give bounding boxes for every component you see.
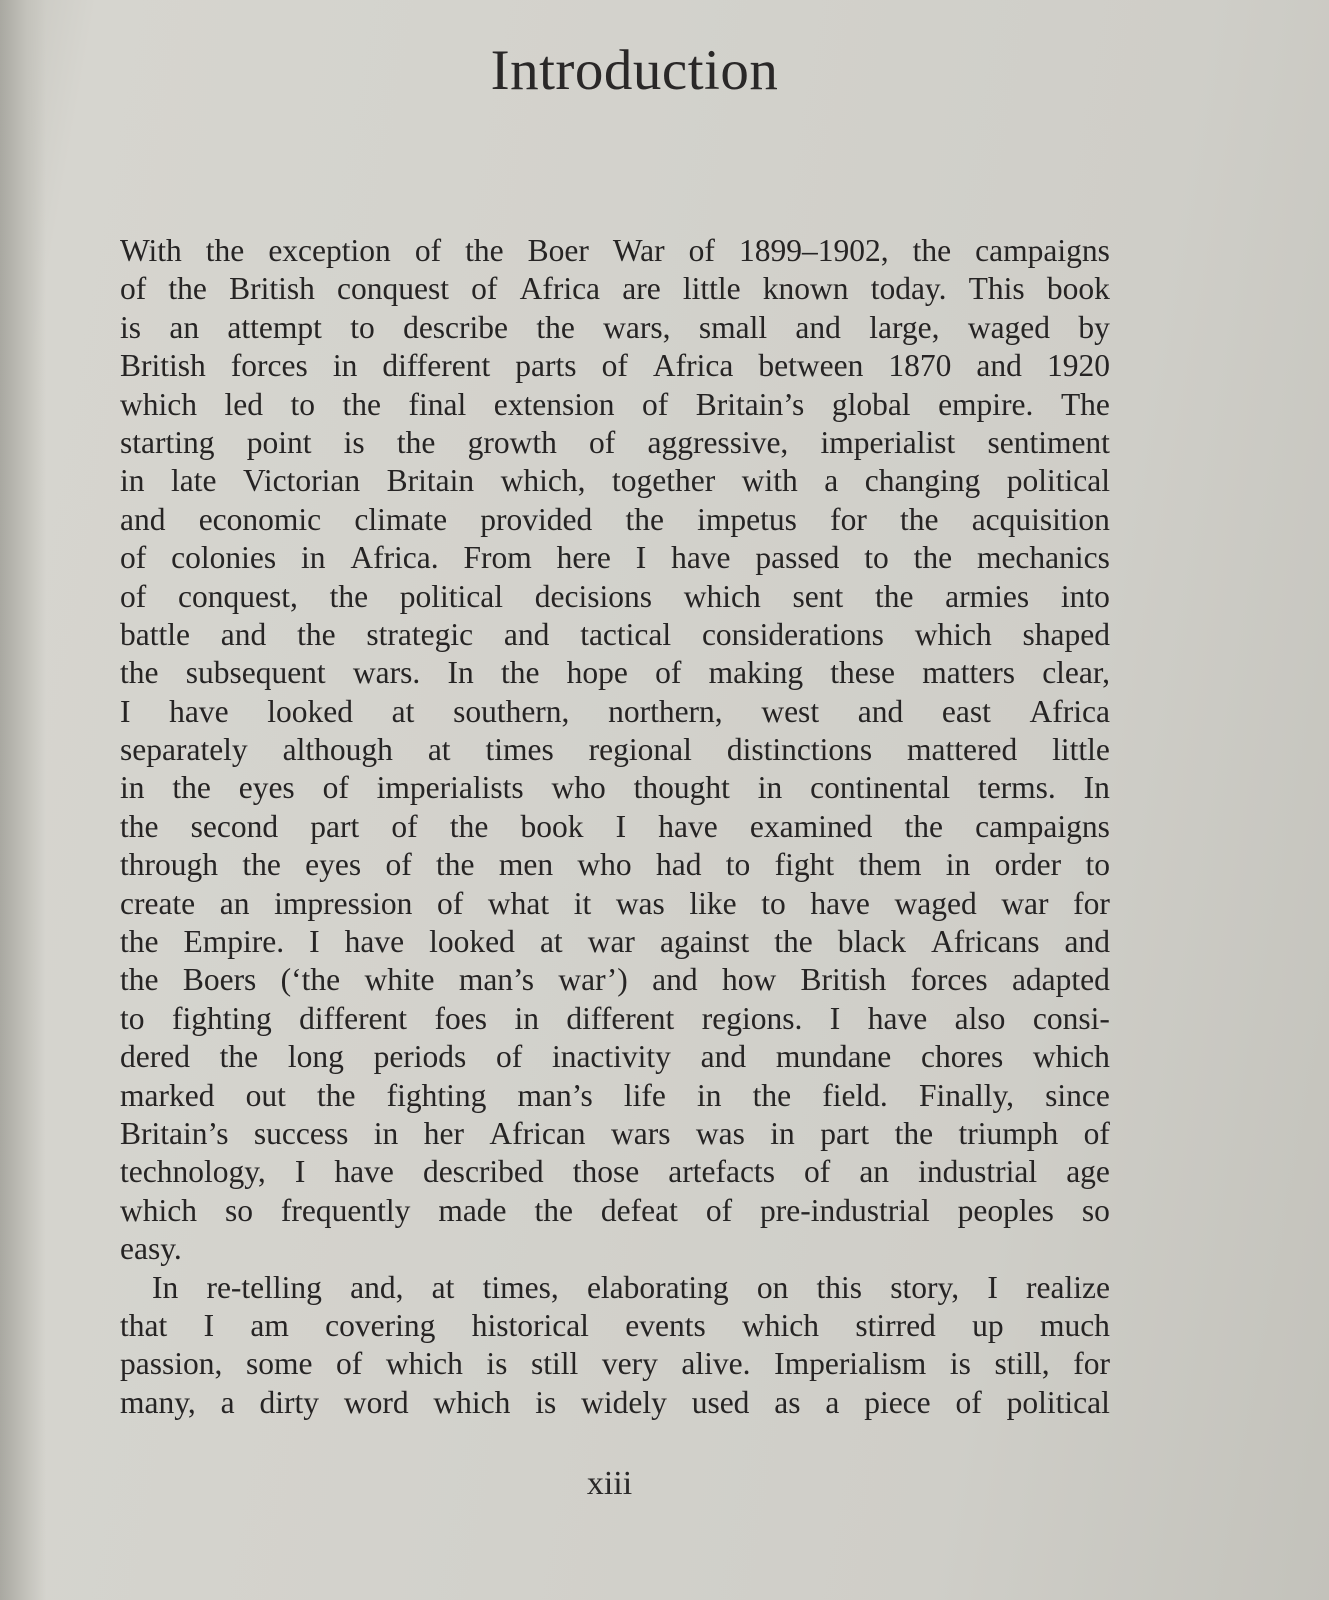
text-line: to fighting different foes in different regions. I have also consi- <box>120 1000 1110 1036</box>
text-line: which so frequently made the defeat of pre-industrial peoples so <box>120 1192 1110 1228</box>
text-line: separately although at times regional distinctions mattered little <box>120 732 1110 768</box>
body-text <box>120 232 1110 1422</box>
text-line: the Empire. I have looked at war against the black Africans and <box>120 924 1110 960</box>
text-line: many, a dirty word which is widely used as a piece of political <box>120 1384 1110 1420</box>
text-line: create an impression of what it was like to have waged war for <box>120 885 1110 921</box>
text-line: in late Victorian Britain which, together with a changing political <box>120 463 1110 499</box>
text-line: In re-telling and, at times, elaborating on this story, I realize <box>152 1269 1110 1305</box>
page-number: xiii <box>586 1465 633 1502</box>
text-line: of the British conquest of Africa are little known today. This book <box>120 271 1110 307</box>
text-line: which led to the final extension of Britain’s global empire. The <box>120 386 1110 422</box>
text-line: in the eyes of imperialists who thought in continental terms. In <box>120 770 1110 806</box>
text-line: With the exception of the Boer War of 1899–1902, the campaigns <box>120 233 1110 268</box>
text-line: marked out the fighting man’s life in the field. Finally, since <box>120 1077 1110 1113</box>
text-line: starting point is the growth of aggressive, imperialist sentiment <box>120 424 1110 460</box>
text-line: through the eyes of the men who had to fight them in order to <box>120 847 1110 883</box>
text-line: easy. <box>120 1231 182 1267</box>
text-line: the subsequent wars. In the hope of making these matters clear, <box>120 655 1110 691</box>
text-line: dered the long periods of inactivity and mundane chores which <box>120 1039 1110 1075</box>
page-title: Introduction <box>490 39 779 102</box>
text-line: the Boers (‘the white man’s war’) and how British forces adapted <box>120 962 1110 998</box>
text-line: technology, I have described those artefacts of an industrial age <box>120 1154 1110 1190</box>
text-line: and economic climate provided the impetus for the acquisition <box>120 501 1110 537</box>
text-line: British forces in different parts of Africa between 1870 and 1920 <box>120 348 1110 384</box>
text-line: Britain’s success in her African wars was in part the triumph of <box>120 1115 1110 1151</box>
text-line: of colonies in Africa. From here I have passed to the mechanics <box>120 540 1110 576</box>
text-line: battle and the strategic and tactical considerations which shaped <box>120 616 1110 652</box>
gutter-shadow <box>0 0 46 1600</box>
text-line: passion, some of which is still very alive. Imperialism is still, for <box>120 1346 1110 1382</box>
text-line: the second part of the book I have examined the campaigns <box>120 808 1110 844</box>
text-line: of conquest, the political decisions which sent the armies into <box>120 578 1110 614</box>
text-line: I have looked at southern, northern, west and east Africa <box>120 693 1110 729</box>
text-line: that I am covering historical events which stirred up much <box>120 1307 1110 1343</box>
text-line: is an attempt to describe the wars, small and large, waged by <box>120 309 1110 345</box>
